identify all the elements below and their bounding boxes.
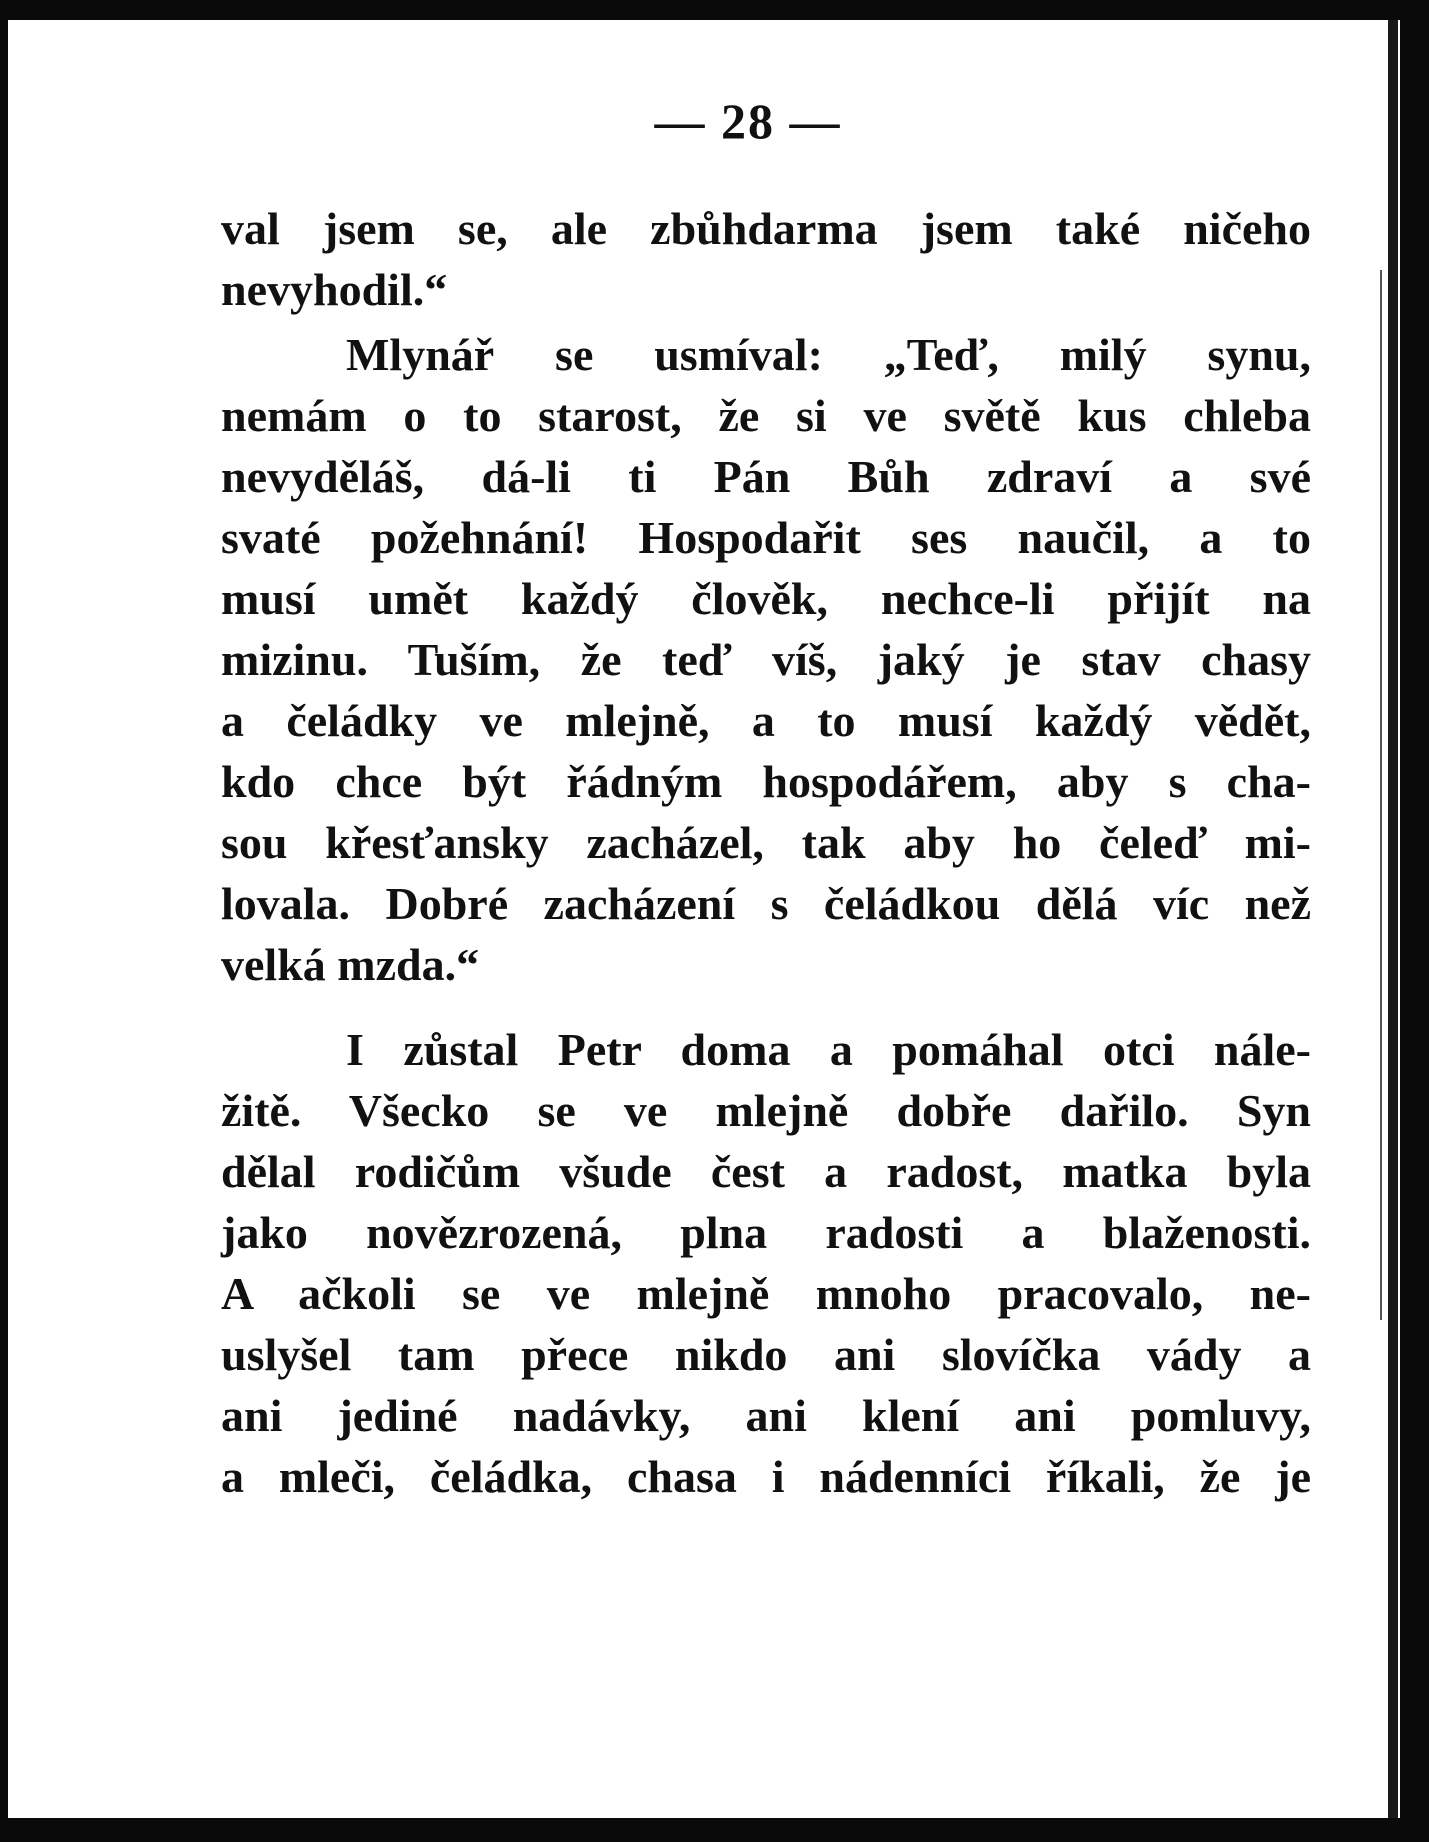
text-line: nevyhodil.“ bbox=[221, 264, 448, 315]
text-line: svaté požehnání! Hospodařit ses naučil, a to bbox=[221, 512, 1311, 563]
text-line: dělal rodičům všude čest a radost, matka byla bbox=[221, 1146, 1311, 1197]
page-gutter-line bbox=[1380, 270, 1382, 1320]
page-number: — 28 — bbox=[654, 93, 842, 149]
text-line: a mleči, čeládka, chasa i nádenníci říkali, že je bbox=[221, 1451, 1311, 1502]
book-page bbox=[8, 20, 1400, 1818]
text-line: nevyděláš, dá-li ti Pán Bůh zdraví a své bbox=[221, 451, 1311, 502]
text-line: Mlynář se usmíval: „Teď, milý synu, bbox=[346, 329, 1311, 380]
text-line: a čeládky ve mlejně, a to musí každý vědět, bbox=[221, 695, 1311, 746]
text-line: lovala. Dobré zacházení s čeládkou dělá víc než bbox=[221, 878, 1311, 929]
paragraph-gap bbox=[221, 995, 1311, 1019]
text-line: val jsem se, ale zbůhdarma jsem také ničeho bbox=[221, 203, 1311, 254]
text-line: jako novězrozená, plna radosti a blaženosti. bbox=[221, 1207, 1311, 1258]
text-line: mizinu. Tuším, že teď víš, jaký je stav chasy bbox=[221, 634, 1311, 685]
text-line: kdo chce být řádným hospodářem, aby s cha- bbox=[221, 756, 1311, 807]
text-line: sou křesťansky zacházel, tak aby ho čeleď mi- bbox=[221, 817, 1311, 868]
text-line: A ačkoli se ve mlejně mnoho pracovalo, ne- bbox=[221, 1268, 1311, 1319]
page-edge-shadow bbox=[1388, 20, 1398, 1818]
text-line: velká mzda.“ bbox=[221, 939, 480, 990]
text-line: nemám o to starost, že si ve světě kus chleba bbox=[221, 390, 1311, 441]
text-line: žitě. Všecko se ve mlejně dobře dařilo. Syn bbox=[221, 1085, 1311, 1136]
text-line: ani jediné nadávky, ani klení ani pomluvy, bbox=[221, 1390, 1311, 1441]
text-line: uslyšel tam přece nikdo ani slovíčka vády a bbox=[221, 1329, 1311, 1380]
text-line: musí umět každý člověk, nechce-li přijít na bbox=[221, 573, 1311, 624]
text-line: I zůstal Petr doma a pomáhal otci nále- bbox=[346, 1024, 1311, 1075]
body-text bbox=[221, 198, 1311, 1507]
